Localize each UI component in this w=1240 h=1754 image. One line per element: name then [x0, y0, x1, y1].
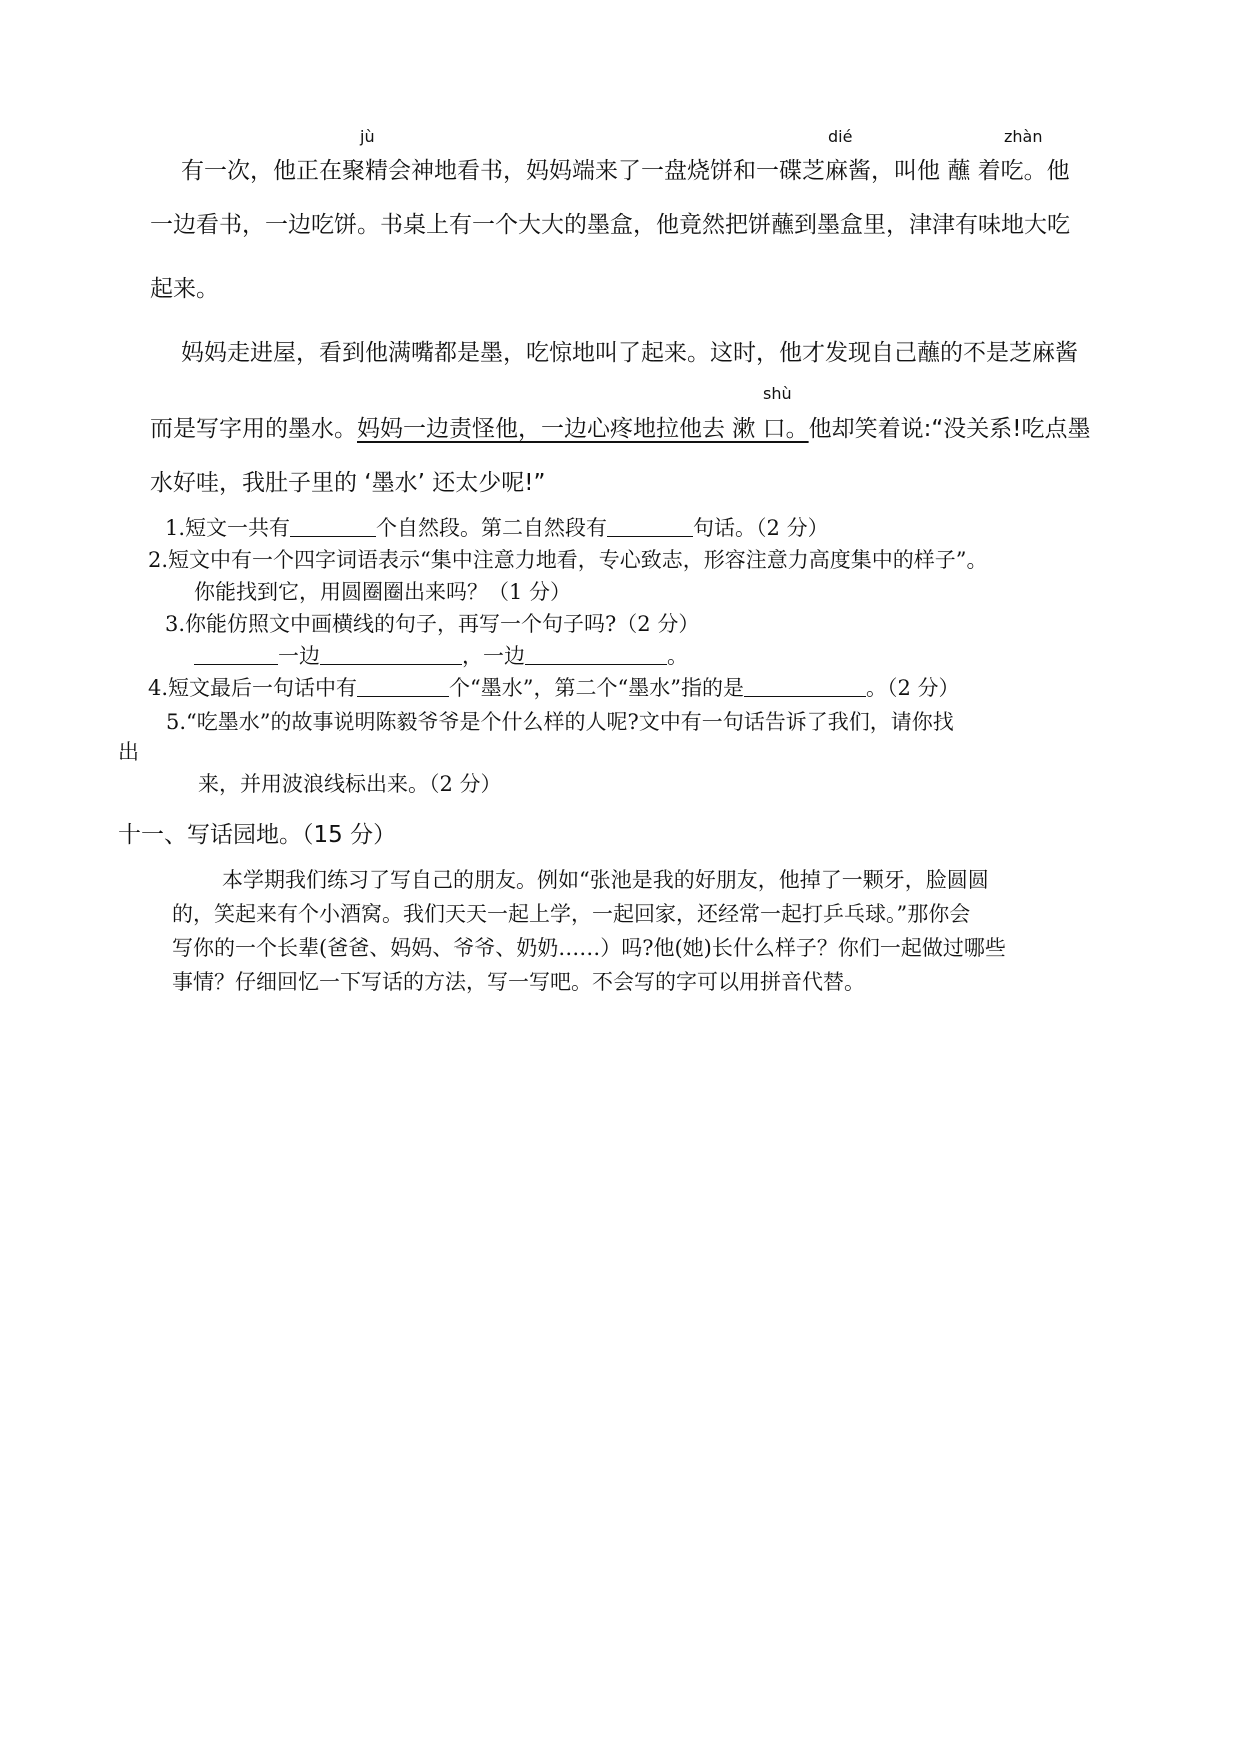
- pinyin-die: dié: [828, 127, 853, 146]
- answer-blank[interactable]: [607, 516, 693, 537]
- section-11-line1: 本学期我们练习了写自己的朋友。例如“张池是我的好朋友，他掉了一颗牙，脸圆圆: [222, 868, 989, 892]
- passage-p2-line1: 妈妈走进屋，看到他满嘴都是墨，吃惊地叫了起来。这时，他才发现自己蘸的不是芝麻酱: [181, 340, 1078, 366]
- question-3-line1: 3.你能仿照文中画横线的句子，再写一个句子吗?（2 分）: [165, 612, 700, 636]
- passage-p1-line3: 起来。: [150, 276, 219, 302]
- section-11-heading: 十一、写话园地。（15 分）: [118, 822, 397, 848]
- passage-p1-line1: 有一次，他正在聚精会神地看书，妈妈端来了一盘烧饼和一碟芝麻酱，叫他 蘸 着吃。他: [181, 158, 1070, 184]
- pinyin-zhan: zhàn: [1004, 127, 1043, 146]
- answer-blank[interactable]: [744, 676, 866, 697]
- question-4: 4.短文最后一句话中有 个“墨水”，第二个“墨水”指的是 。（2 分）: [148, 676, 960, 700]
- passage-p2-line2-start: 而是写字用的墨水。: [150, 416, 357, 442]
- section-11-line3: 写你的一个长辈(爸爸、妈妈、爷爷、奶奶……）吗?他(她)长什么样子？你们一起做过哪些: [172, 936, 1006, 960]
- question-5-line1: 5.“吃墨水”的故事说明陈毅爷爷是个什么样的人呢?文中有一句话告诉了我们，请你找: [166, 710, 954, 734]
- passage-p2-line2-end: 他却笑着说:“没关系!吃点墨: [808, 416, 1091, 442]
- passage-p2-line2: [150, 410, 1091, 443]
- answer-blank[interactable]: [357, 676, 449, 697]
- answer-blank[interactable]: [320, 644, 462, 665]
- answer-blank[interactable]: [290, 516, 376, 537]
- answer-blank[interactable]: [525, 644, 667, 665]
- question-3-line2: 一边 ，一边 。: [194, 640, 688, 670]
- section-11-line4: 事情？仔细回忆一下写话的方法，写一写吧。不会写的字可以用拼音代替。: [172, 970, 865, 994]
- question-5-line3: 来，并用波浪线标出来。（2 分）: [198, 772, 502, 796]
- passage-p1-line2: 一边看书，一边吃饼。书桌上有一个大大的墨盒，他竟然把饼蘸到墨盒里，津津有味地大吃: [150, 212, 1070, 238]
- question-5-line2: 出: [118, 740, 139, 764]
- answer-blank[interactable]: [194, 644, 278, 665]
- pinyin-shu: shù: [763, 384, 792, 403]
- question-2-line2: 你能找到它，用圆圈圈出来吗？（1 分）: [194, 580, 572, 604]
- underlined-sentence: 妈妈一边责怪他，一边心疼地拉他去 漱 口。: [357, 416, 809, 442]
- question-2-line1: 2.短文中有一个四字词语表示“集中注意力地看，专心致志，形容注意力高度集中的样子”。: [148, 548, 988, 572]
- pinyin-ju: jù: [360, 127, 375, 146]
- passage-p2-line3: 水好哇，我肚子里的 ‘墨水’ 还太少呢!”: [150, 470, 546, 496]
- section-11-line2: 的，笑起来有个小酒窝。我们天天一起上学，一起回家，还经常一起打乒乓球。”那你会: [172, 902, 971, 926]
- question-1: 1.短文一共有 个自然段。第二自然段有 句话。（2 分）: [165, 516, 829, 540]
